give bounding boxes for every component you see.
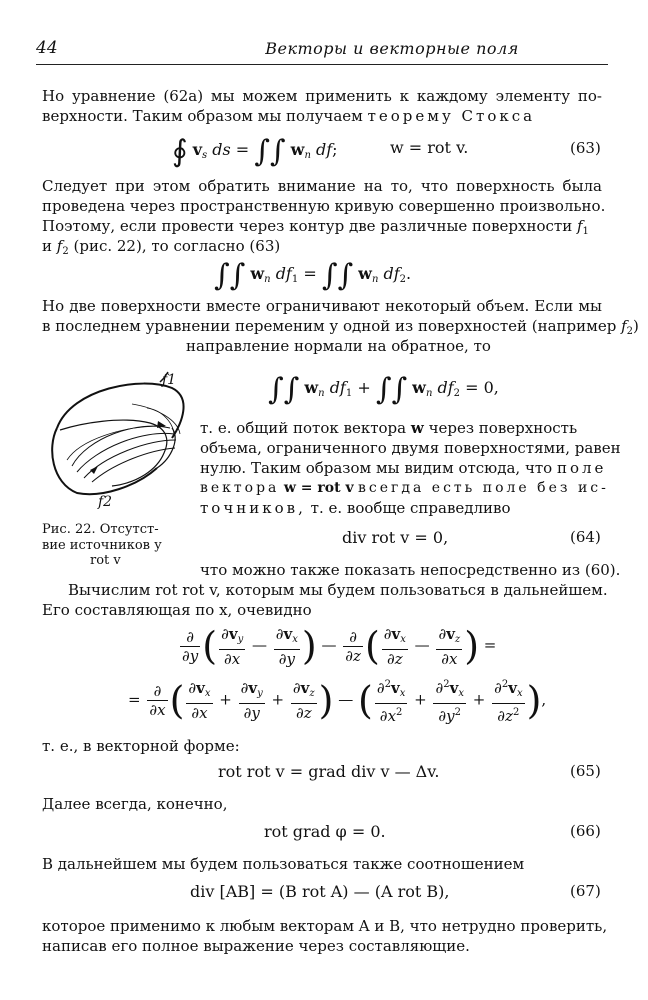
equation-number: (64) xyxy=(570,528,601,546)
text-line: направление нормали на обратное, то xyxy=(186,337,491,355)
text-line: Поэтому, если провести через контур две различные поверхности $f_1$ xyxy=(42,217,589,237)
text-line: Но уравнение (62а) мы можем применить к каждому элементу по- xyxy=(42,87,602,105)
equation-zero-flux: ∫∫ $w_n$ $df_1$ + ∫∫ $w_n$ $df_2 = 0$, xyxy=(268,372,499,407)
text-span: (рис. 22), то согласно (63) xyxy=(73,237,281,255)
text-span: в последнем уравнении переменим у одной из поверхностей (например xyxy=(42,317,617,335)
text-span: Поэтому, если провести через контур две различные поверхности xyxy=(42,217,573,235)
equation-66: rot grad φ = 0. xyxy=(264,822,386,841)
text-line: Вычислим rot rot v, которым мы будем пользоваться в дальнейшем. xyxy=(68,581,608,599)
equation-63-rhs: w = rot v. xyxy=(390,138,469,157)
text-line: Его составляющая по x, очевидно xyxy=(42,601,312,619)
text-line xyxy=(200,458,606,478)
text-line: Далее всегда, конечно, xyxy=(42,795,228,813)
text-line: Следует при этом обратить внимание на то, что поверхность была xyxy=(42,177,602,195)
text-line xyxy=(200,478,609,498)
equation-63: ∮ $v_s$ ds = ∫∫ $w_n$ df; xyxy=(172,134,338,169)
spaced-emphasis: всегда есть поле без ис- xyxy=(358,480,609,496)
equation-rotrot-x-line2: = $\frac{\partial}{\partial x}$ ( $\frac{\partial v_x}{\partial x}$ + $\frac{\partial v_y}{\partial y}$ + $\frac{\partial v_z}{\partial z}$ ) — ( $\frac{\partial^2v_x}{\partial x^2}$ + $\frac{\partial^2v_x}{\partial y^2}$ + $\frac{\partial^2v_x}{\partial z^2}$ ), xyxy=(128,676,546,725)
text-line: объема, ограниченного двумя поверхностями, равен xyxy=(200,439,621,457)
text-line: что можно также показать непосредственно из (60). xyxy=(200,561,621,579)
spaced-emphasis: точников, xyxy=(200,499,306,517)
text-line: В дальнейшем мы будем пользоваться также соотношением xyxy=(42,855,525,873)
figure-label-f2: f2 xyxy=(98,494,113,510)
text-line xyxy=(42,106,535,126)
equation-67: div [AB] = (B rot A) — (A rot B), xyxy=(190,882,450,901)
text-line: т. е., в векторной форме: xyxy=(42,737,240,755)
equation-rotrot-x-line1: $\frac{\partial}{\partial y}$ ( $\frac{\partial v_y}{\partial x}$ — $\frac{\partial v_x}{\partial y}$ ) — $\frac{\partial}{\partial z}$ ( $\frac{\partial v_x}{\partial z}$ — $\frac{\partial v_z}{\partial x}$ ) = xyxy=(182,624,497,668)
text-line: Но две поверхности вместе ограничивают некоторый объем. Если мы xyxy=(42,297,602,315)
running-title: Векторы и векторные поля xyxy=(265,39,519,58)
figure-caption-line: вие источников у xyxy=(42,538,162,553)
figure-caption-line: rot v xyxy=(90,553,121,568)
text-span: т. е. общий поток вектора xyxy=(200,419,407,437)
text-line: т. е. общий поток вектора w через поверхность xyxy=(200,419,578,437)
text-line: написав его полное выражение через составляющие. xyxy=(42,937,470,955)
text-line: и $f_2$ (рис. 22), то согласно (63) xyxy=(42,237,281,257)
inline-formula: w = rot v xyxy=(283,480,354,496)
page-number: 44 xyxy=(36,38,58,58)
text-span: и xyxy=(42,237,52,255)
equation-number: (63) xyxy=(570,139,601,157)
equation-number: (67) xyxy=(570,882,601,900)
text-line: в последнем уравнении переменим у одной из поверхностей (например $f_2$) xyxy=(42,317,639,337)
equation-surfaces-equal: ∫∫ $w_n$ $df_1$ = ∫∫ $w_n$ $df_2$. xyxy=(214,258,412,293)
equation-65: rot rot v = grad div v — Δv. xyxy=(218,762,440,781)
text-line: которое применимо к любым векторам A и B, что нетрудно проверить, xyxy=(42,917,608,935)
page-header xyxy=(36,38,608,65)
spaced-emphasis: поле xyxy=(556,459,607,477)
equation-number: (65) xyxy=(570,762,601,780)
figure-label-f1: f1 xyxy=(162,372,177,388)
figure-caption-line: Рис. 22. Отсутст- xyxy=(42,522,159,537)
spaced-emphasis: вектора xyxy=(200,480,280,496)
equation-64: div rot v = 0, xyxy=(342,528,449,547)
spaced-emphasis: теорему Стокса xyxy=(367,107,536,125)
text-span: т. е. вообще справедливо xyxy=(310,499,511,517)
text-span: верхности. Таким образом мы получаем xyxy=(42,107,368,125)
equation-number: (66) xyxy=(570,822,601,840)
text-span: нулю. Таким образом мы видим отсюда, что xyxy=(200,459,553,477)
text-line xyxy=(200,498,511,518)
text-line: проведена через пространственную кривую совершенно произвольно. xyxy=(42,197,606,215)
text-span: через поверхность xyxy=(428,419,578,437)
